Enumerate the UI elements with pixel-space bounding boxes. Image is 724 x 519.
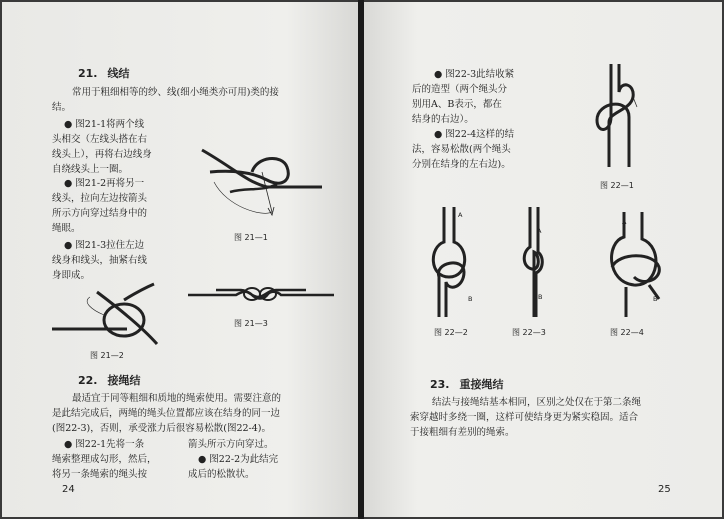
fig21-3-desc: 线身和线头，抽紧右线 xyxy=(52,255,148,266)
section-22-col2-line: 成后的松散状。 xyxy=(188,469,255,480)
fig22-3-desc: 结身的右边）。 xyxy=(412,114,474,125)
section-number: 23. xyxy=(430,378,450,391)
fig22-3-desc: 后的造型（两个绳头分 xyxy=(412,84,508,95)
section-22-col1-line: 绳索整理成勾形，然后， xyxy=(52,454,157,465)
section-22-col1-line: 将另一条绳索的绳头按 xyxy=(52,469,148,480)
page-number: 24 xyxy=(62,484,75,495)
fig22-3-desc: ● 图22-3此结收紧 xyxy=(434,69,515,80)
fig21-1-desc: 自绕线头上一圈。 xyxy=(52,164,129,175)
left-page xyxy=(2,2,358,517)
fig21-2-desc: 绳眼。 xyxy=(52,223,81,234)
figure-22-1-caption: 图 22—1 xyxy=(600,181,634,190)
section-23-paragraph-line: 于接粗细有差别的绳索。 xyxy=(410,427,515,438)
section-22-paragraph-line: 是此结完成后，两绳的绳头位置都应该在结身的同一边 xyxy=(52,408,281,419)
section-21-intro: 常用于粗细相等的纱、线(细小绳类亦可用)类的接 xyxy=(72,87,279,98)
fig21-2-desc: 线头，拉向左边按箭头 xyxy=(52,193,148,204)
figure-22-2-knot xyxy=(424,207,484,317)
section-number: 21. xyxy=(78,67,98,80)
section-22-heading xyxy=(78,372,141,388)
section-22-col1-line: ● 图22-1先将一条 xyxy=(64,439,145,450)
figure-22-3-caption: 图 22—3 xyxy=(512,328,546,337)
fig21-3-desc: 身即成。 xyxy=(52,270,91,281)
figure-21-2-caption: 图 21—2 xyxy=(90,351,124,360)
figure-21-1-caption: 图 21—1 xyxy=(234,233,268,242)
label-a: A xyxy=(458,211,463,219)
label-b: B xyxy=(653,295,658,303)
section-21-heading xyxy=(78,65,130,81)
figure-22-1-knot xyxy=(589,62,649,172)
section-22-paragraph-line: (图22-3)，否则，承受涨力后很容易松散(图22-4)。 xyxy=(52,423,272,434)
section-22-paragraph-line: 最适宜于同等粗细和质地的绳索使用。需要注意的 xyxy=(72,393,282,404)
figure-21-2-knot xyxy=(52,282,172,352)
section-23-paragraph-line: 索穿越时多绕一圈，这样可使结身更为紧实稳固。适合 xyxy=(410,412,639,423)
fig21-1-desc: 线头上），再将右边线身 xyxy=(52,149,152,160)
label-a: A xyxy=(537,227,542,235)
section-23-heading xyxy=(430,376,504,392)
fig22-3-desc: 别用A、B表示，都在 xyxy=(412,99,502,110)
right-page xyxy=(364,2,722,517)
figure-22-3-knot xyxy=(514,207,554,317)
fig21-2-desc: ● 图21-2再将另一 xyxy=(64,178,145,189)
fig21-2-desc: 所示方向穿过结身中的 xyxy=(52,208,148,219)
label-a: A xyxy=(622,218,627,226)
section-title: 重接绳结 xyxy=(459,378,504,391)
section-23-paragraph-line: 结法与接绳结基本相同，区别之处仅在于第二条绳 xyxy=(432,397,642,408)
fig21-1-desc: ● 图21-1将两个线 xyxy=(64,119,145,130)
fig22-4-desc: 法，容易松散(两个绳头 xyxy=(412,144,511,155)
fig22-4-desc: 分别在结身的左右边)。 xyxy=(412,159,511,170)
label-b: B xyxy=(538,293,543,301)
figure-21-3-knot xyxy=(186,282,336,312)
section-21-intro-cont: 结。 xyxy=(52,102,72,113)
section-number: 22. xyxy=(78,374,98,387)
figure-21-3-caption: 图 21—3 xyxy=(234,319,268,328)
fig21-1-desc: 头相交（左线头搭在右 xyxy=(52,134,148,145)
fig21-3-desc: ● 图21-3拉住左边 xyxy=(64,240,145,251)
section-title: 线结 xyxy=(107,67,130,80)
figure-22-4-caption: 图 22—4 xyxy=(610,328,644,337)
section-22-col2-line: 箭头所示方向穿过。 xyxy=(188,439,274,450)
section-title: 接绳结 xyxy=(107,374,141,387)
figure-22-4-knot xyxy=(604,207,674,317)
fig22-4-desc: ● 图22-4这样的结 xyxy=(434,129,515,140)
figure-21-1-knot xyxy=(192,142,332,232)
figure-22-2-caption: 图 22—2 xyxy=(434,328,468,337)
section-22-col2-line: ● 图22-2为此结完 xyxy=(198,454,279,465)
page-number: 25 xyxy=(658,484,671,495)
label-b: B xyxy=(468,295,473,303)
